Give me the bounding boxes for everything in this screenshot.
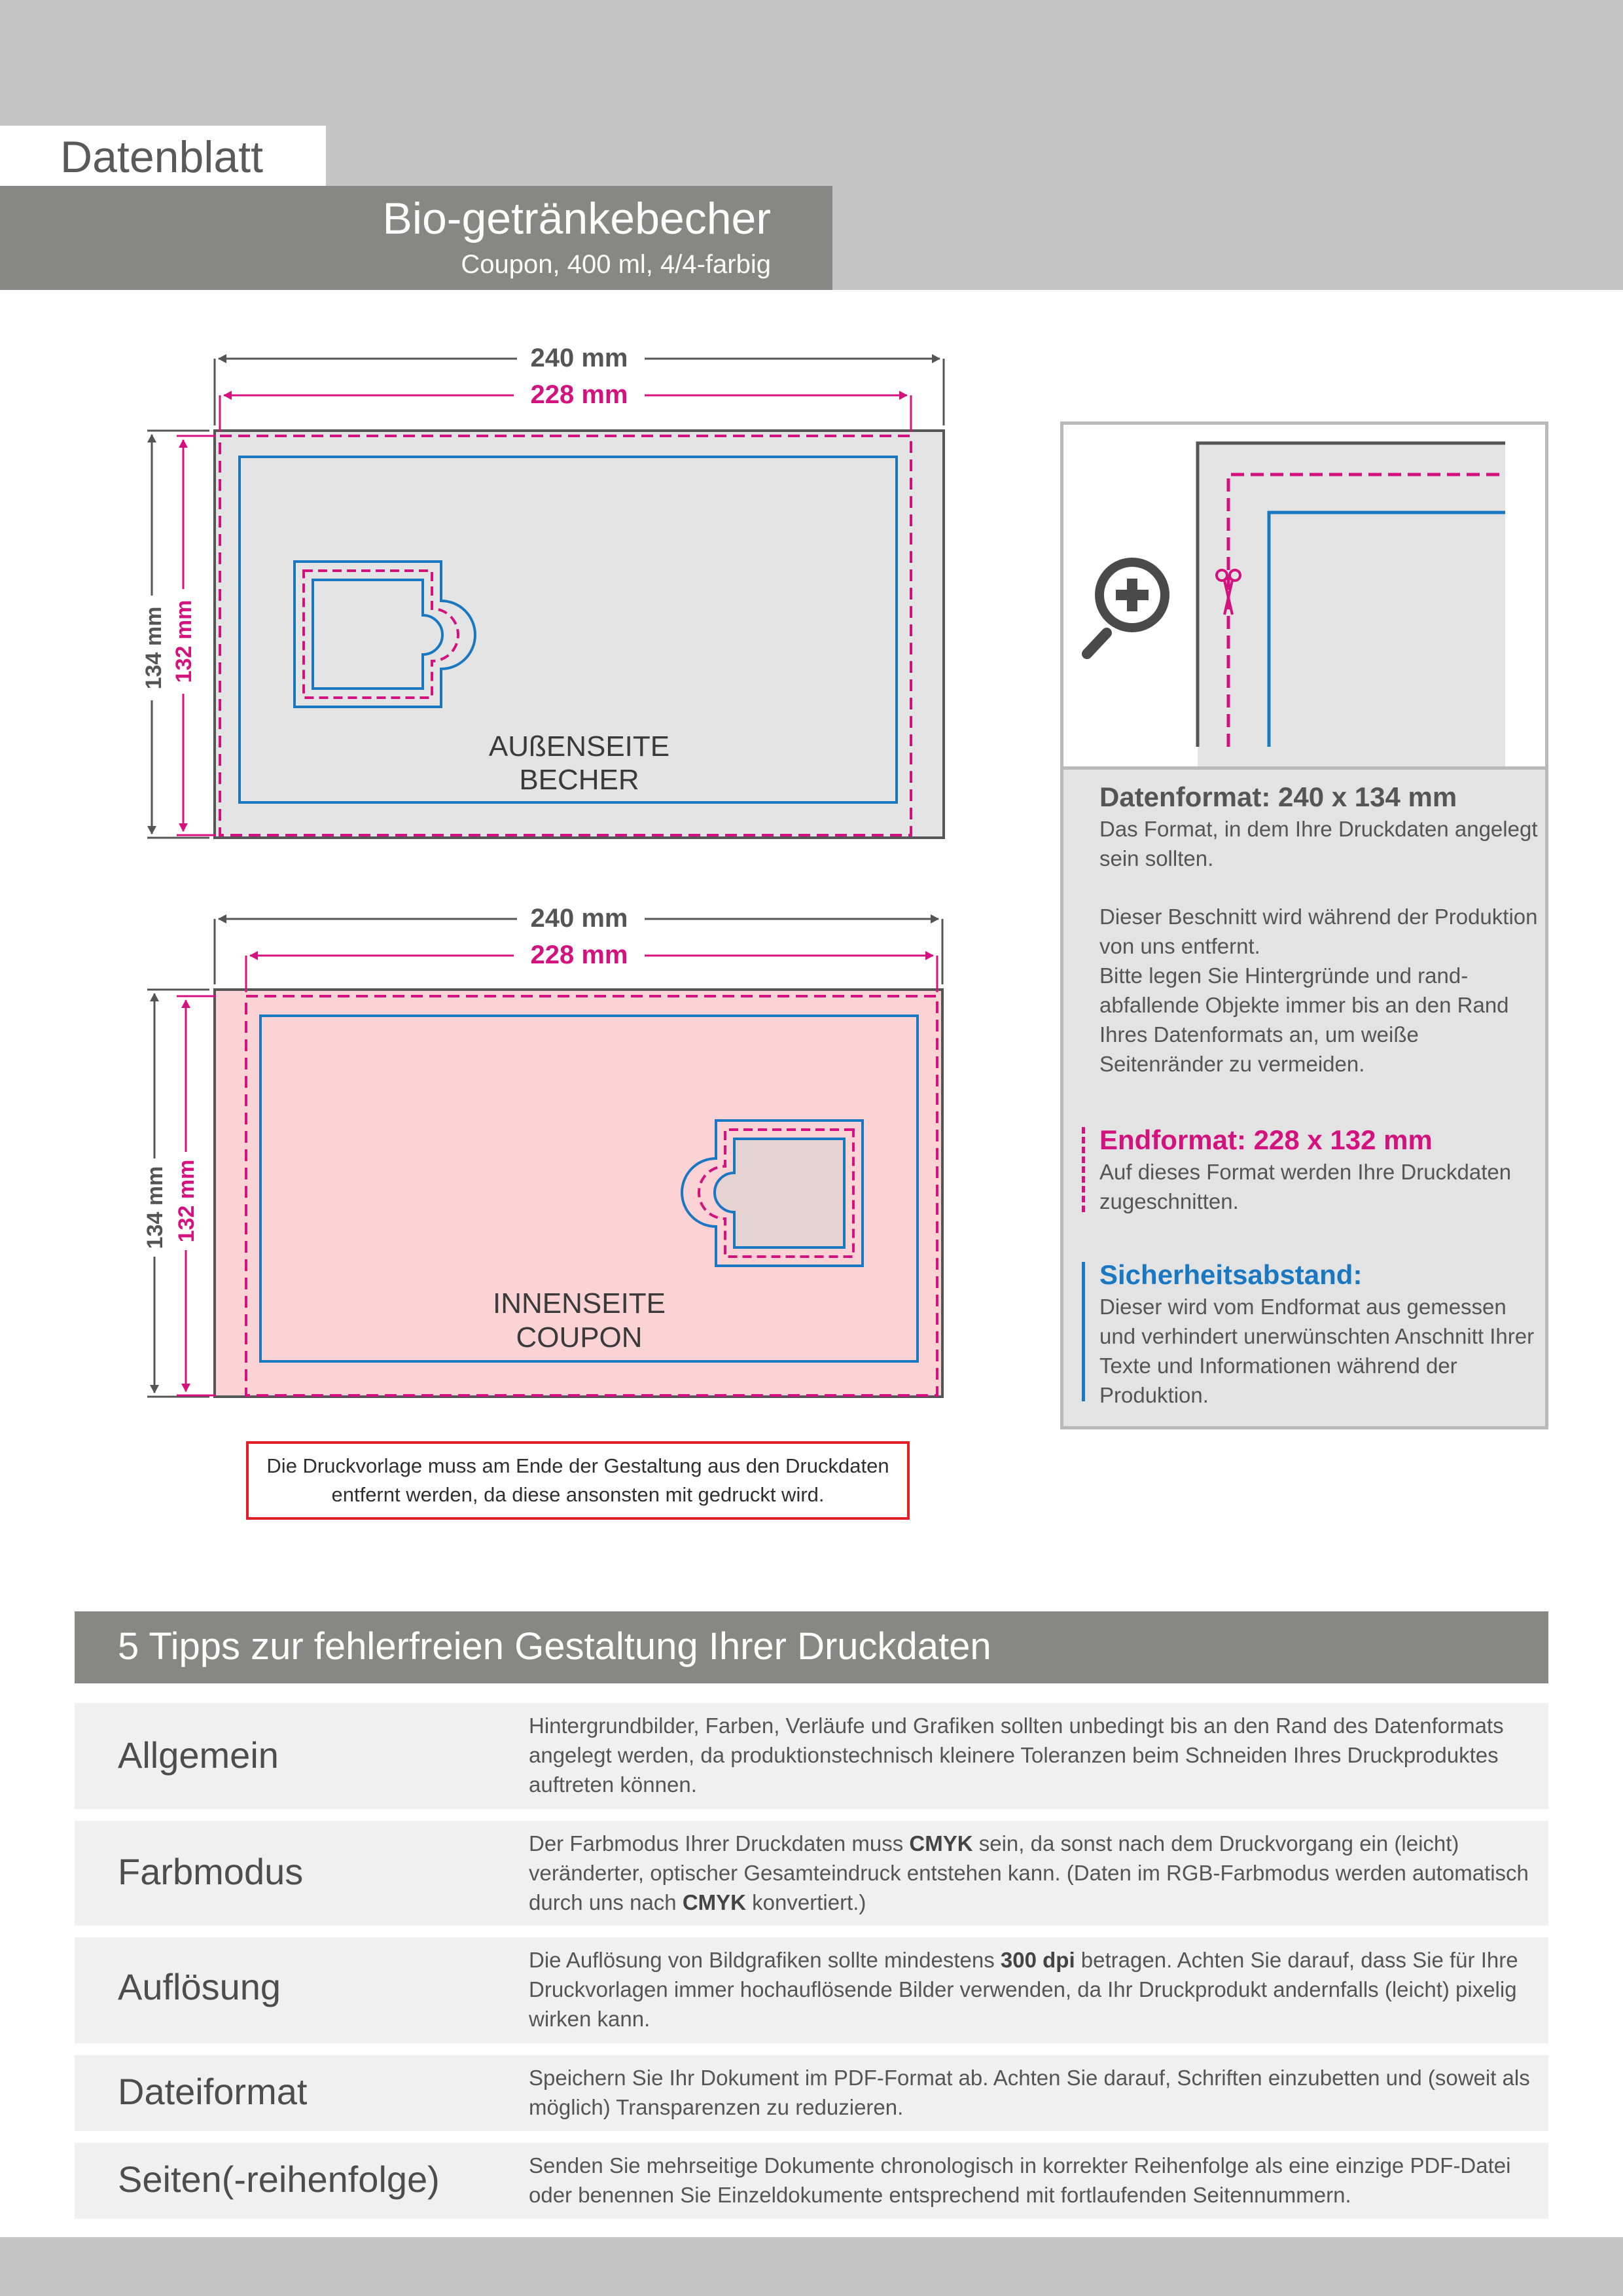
tip-text: Die Auflösung von Bildgrafiken sollte mindestens 300 dpi betragen. Achten Sie darauf, dass Sie für Ihre Druckvorlagen immer hochauflösende Bilder verwenden, da Ihr Druckprodukt andernfalls (leicht) pixelig wirken kann. — [529, 1948, 1518, 2031]
tip-row-farbmodus — [75, 1821, 1548, 1926]
safety-heading: Sicherheitsabstand: — [1099, 1259, 1363, 1290]
inner-face-label-2: COUPON — [516, 1321, 643, 1354]
data-format-text-1: Das Format, in dem Ihre Druckdaten angelegt sein sollten. — [1099, 817, 1538, 870]
data-format-heading: Datenformat: 240 x 134 mm — [1099, 781, 1457, 812]
tips-title: 5 Tipps zur fehlerfreien Gestaltung Ihrer Druckdaten — [118, 1625, 991, 1668]
end-format-heading: Endformat: 228 x 132 mm — [1099, 1124, 1433, 1155]
safety-text: Dieser wird vom Endformat aus gemessen und verhindert unerwünschten Anschnitt Ihrer Texte und Informationen während der Produktion. — [1099, 1295, 1535, 1407]
tip-label: Farbmodus — [118, 1851, 304, 1892]
info-divider — [1063, 766, 1545, 770]
inner-trim-height-label: 132 mm — [174, 1159, 199, 1243]
diagram-outer — [141, 344, 944, 838]
tip-label: Auflösung — [118, 1966, 281, 2007]
outer-face-label-1: AUßENSEITE — [488, 730, 670, 762]
magnifier-icon — [1087, 562, 1165, 654]
end-format-info — [1099, 1123, 1544, 1216]
tip-label: Dateiformat — [118, 2071, 308, 2112]
doc-label: Datenblatt — [60, 132, 263, 182]
page-subtitle: Coupon, 400 ml, 4/4-farbig — [461, 250, 771, 279]
outer-height-label: 134 mm — [141, 606, 166, 690]
inner-face-label-1: INNENSEITE — [492, 1287, 666, 1319]
tip-row-dateiformat — [75, 2055, 1548, 2131]
tip-label: Allgemein — [118, 1734, 279, 1776]
end-format-marker — [1082, 1127, 1085, 1212]
page-title: Bio-getränkebecher — [382, 194, 771, 243]
warning-note: Die Druckvorlage muss am Ende der Gestaltung aus den Druckdaten entfernt werden, da diese ansonsten mit gedruckt wird. — [246, 1441, 910, 1520]
end-format-text: Auf dieses Format werden Ihre Druckdaten zugeschnitten. — [1099, 1160, 1512, 1213]
inner-height-label: 134 mm — [143, 1166, 168, 1249]
data-format-info — [1099, 780, 1544, 1079]
safety-marker — [1082, 1262, 1085, 1401]
print-diagrams — [0, 290, 982, 1442]
inner-width-label: 240 mm — [530, 904, 628, 933]
footer-band — [0, 2237, 1623, 2296]
safety-info — [1099, 1258, 1544, 1410]
tip-text: Speichern Sie Ihr Dokument im PDF-Format ab. Achten Sie darauf, Schriften einzubetten und (soweit als möglich) Transparenzen zu reduzieren. — [529, 2066, 1530, 2119]
tip-row-aufloesung — [75, 1937, 1548, 2043]
tip-row-seiten — [75, 2143, 1548, 2219]
tip-row-allgemein — [75, 1703, 1548, 1809]
tip-text: Hintergrundbilder, Farben, Verläufe und Grafiken sollten unbedingt bis an den Rand des Datenformats angelegt werden, da produktionstechnisch kleinere Toleranzen beim Schneiden Ihres Druckproduktes auftreten können. — [529, 1713, 1504, 1797]
data-format-text-3: Bitte legen Sie Hintergründe und rand-abfallende Objekte immer bis an den Rand Ihres Datenformats an, um weiße Seitenränder zu vermeiden. — [1099, 963, 1509, 1076]
outer-face-label-2: BECHER — [519, 764, 639, 796]
diagram-inner — [143, 904, 942, 1397]
tip-label: Seiten(-reihenfolge) — [118, 2159, 440, 2200]
tip-text: Der Farbmodus Ihrer Druckdaten muss CMYK sein, da sonst nach dem Druckvorgang ein (leicht) veränderter, optischer Gesamteindruck entstehen kann. (Daten im RGB-Farbmodus werden automatisch durch uns nach CMYK konvertiert.) — [529, 1831, 1529, 1914]
tip-text: Senden Sie mehrseitige Dokumente chronologisch in korrekter Reihenfolge als eine einzige PDF-Datei oder benennen Sie Einzeldokumente entsprechend mit fortlaufenden Seitennummern. — [529, 2153, 1511, 2207]
outer-width-label: 240 mm — [530, 344, 628, 372]
outer-trim-width-label: 228 mm — [530, 380, 628, 409]
data-format-text-2: Dieser Beschnitt wird während der Produktion von uns entfernt. — [1099, 905, 1538, 958]
inner-trim-width-label: 228 mm — [530, 941, 628, 969]
zoom-detail-graphic — [1063, 425, 1545, 766]
outer-trim-height-label: 132 mm — [171, 600, 196, 683]
